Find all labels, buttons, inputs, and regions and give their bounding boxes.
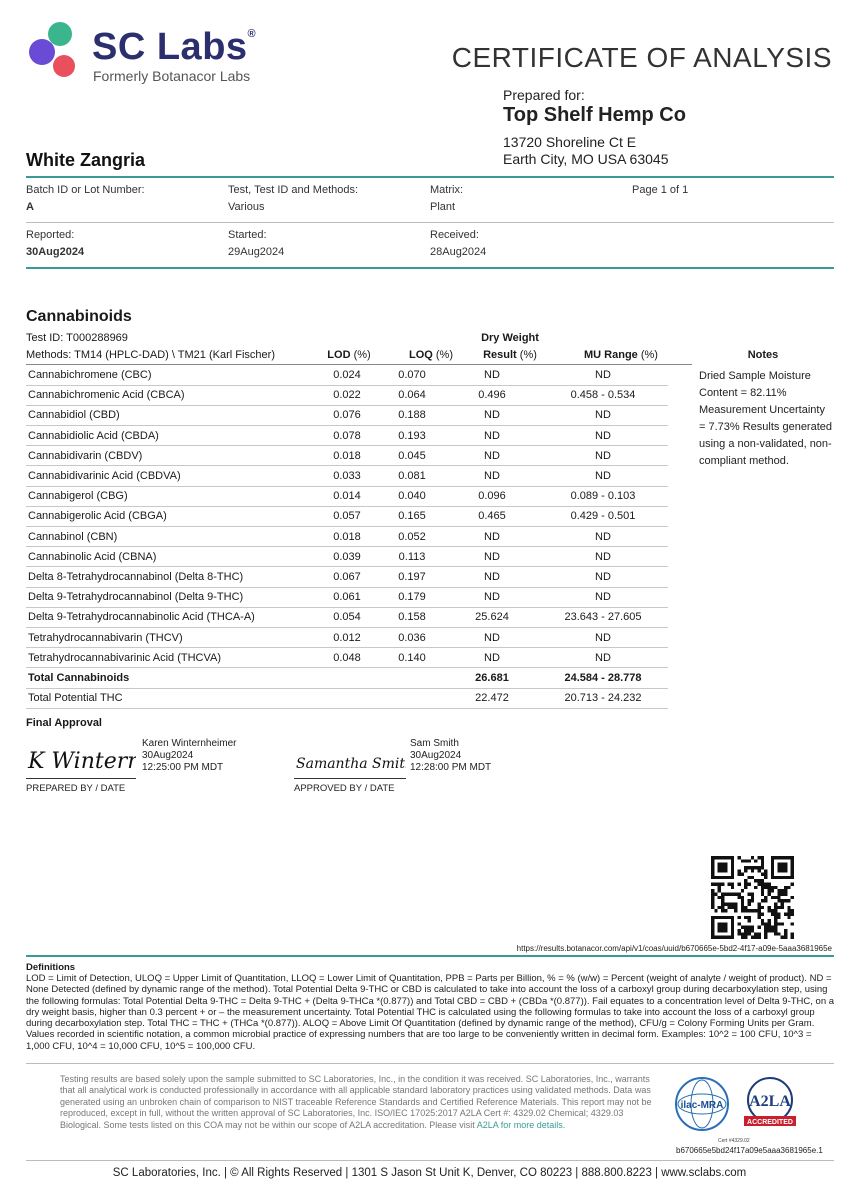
result-value: ND: [446, 587, 538, 607]
analyte-name: Cannabigerolic Acid (CBGA): [26, 506, 316, 526]
received-label: Received:: [430, 229, 479, 241]
notes-text: Dried Sample Moisture Content = 82.11% Measurement Uncertainty = 7.73% Results generated using a non-validated, non-compliant method.: [699, 370, 833, 467]
approved-signature-image: [294, 744, 406, 778]
test-methods: Methods: TM14 (HPLC-DAD) \ TM21 (Karl Fischer): [26, 349, 275, 361]
a2la-badge-icon: [744, 1078, 796, 1126]
analyte-name: Delta 8-Tetrahydrocannabinol (Delta 8-THC): [26, 567, 316, 587]
analyte-name: Cannabidiolic Acid (CBDA): [26, 426, 316, 446]
approved-time: 12:28:00 PM MDT: [410, 762, 492, 773]
mu-range-value: ND: [538, 446, 668, 466]
analyte-name: Cannabigerol (CBG): [26, 486, 316, 506]
prepared-signature-image: [26, 738, 136, 778]
meta-divider: [26, 222, 834, 223]
lod-value: 0.018: [316, 527, 378, 547]
result-value: ND: [446, 365, 538, 385]
analyte-name: Cannabidivarin (CBDV): [26, 446, 316, 466]
loq-value: 0.036: [378, 627, 446, 647]
ilac-label: ilac-MRA: [680, 1100, 724, 1111]
batch-label: Batch ID or Lot Number:: [26, 184, 145, 196]
result-value: ND: [446, 446, 538, 466]
reported-value: 30Aug2024: [26, 246, 85, 258]
final-approval-title: Final Approval: [26, 717, 102, 729]
a2la-label: A2LA: [749, 1093, 791, 1110]
prepared-by-details: [142, 738, 236, 774]
lod-value: 0.078: [316, 426, 378, 446]
mu-range-value: 0.089 - 0.103: [538, 486, 668, 506]
loq-value: 0.179: [378, 587, 446, 607]
result-header: Result (%): [483, 349, 537, 361]
footer-divider: [26, 1160, 834, 1161]
result-value: ND: [446, 627, 538, 647]
result-value: 0.465: [446, 506, 538, 526]
accredited-label: ACCREDITED: [747, 1119, 793, 1126]
result-value: 22.472: [446, 688, 538, 708]
lod-value: 0.054: [316, 607, 378, 627]
loq-value: 0.064: [378, 385, 446, 405]
qr-code-icon[interactable]: [711, 856, 794, 939]
meta-bottom-divider: [26, 267, 834, 269]
loq-value: 0.165: [378, 506, 446, 526]
result-value: 26.681: [446, 668, 538, 688]
mu-range-value: ND: [538, 466, 668, 486]
mu-range-value: ND: [538, 627, 668, 647]
client-address-line1: 13720 Shoreline Ct E: [503, 134, 637, 150]
definitions-title: Definitions: [26, 962, 76, 973]
ilac-mra-badge-icon: [676, 1078, 728, 1130]
mu-range-value: 24.584 - 28.778: [538, 668, 668, 688]
sc-labs-logo-icon: [26, 20, 82, 80]
batch-value: A: [26, 201, 34, 213]
started-label: Started:: [228, 229, 267, 241]
prepared-name: Karen Winternheimer: [142, 738, 237, 749]
loq-value: 0.045: [378, 446, 446, 466]
lod-value: 0.024: [316, 365, 378, 385]
approved-name: Sam Smith: [410, 738, 459, 749]
mu-range-value: 0.458 - 0.534: [538, 385, 668, 405]
footer: SC Laboratories, Inc. | © All Rights Reserved | 1301 S Jason St Unit K, Denver, CO 80223 | 888.800.8223 | www.sclabs.com: [112, 1167, 747, 1179]
lod-header: LOD (%): [327, 349, 371, 361]
mu-range-value: ND: [538, 405, 668, 425]
prepared-role: PREPARED BY / DATE: [26, 783, 126, 794]
mu-range-value: 0.429 - 0.501: [538, 506, 668, 526]
mu-range-value: ND: [538, 648, 668, 668]
lod-value: 0.061: [316, 587, 378, 607]
brand-name: SC Labs®: [92, 26, 257, 68]
verification-url[interactable]: https://results.botanacor.com/api/v1/coas/uuid/b670665e-5bd2-4f17-a09e-5aaa3681965e: [516, 944, 832, 953]
lod-value: 0.012: [316, 627, 378, 647]
result-value: ND: [446, 527, 538, 547]
loq-value: 0.113: [378, 547, 446, 567]
result-value: ND: [446, 405, 538, 425]
mu-range-value: ND: [538, 567, 668, 587]
result-value: 25.624: [446, 607, 538, 627]
analyte-name: Total Potential THC: [26, 688, 316, 708]
loq-value: 0.197: [378, 567, 446, 587]
lod-value: 0.057: [316, 506, 378, 526]
loq-value: 0.188: [378, 405, 446, 425]
lod-value: [316, 688, 378, 708]
approved-signature-line: [294, 778, 406, 779]
analyte-name: Total Cannabinoids: [26, 668, 316, 688]
result-value: ND: [446, 426, 538, 446]
cert-number: Cert #4329.02: [718, 1138, 750, 1144]
test-methods-value: Various: [228, 201, 265, 213]
analyte-name: Tetrahydrocannabivarinic Acid (THCVA): [26, 648, 316, 668]
disclaimer-text: Testing results are based solely upon the sample submitted to SC Laboratories, Inc., in the condition it was received. SC Laboratories, Inc., warrants that all analytical work is conducted professionally in accordance with all applicable standard laboratory practices using validated methods. Data was generated using an unbroken chain of comparison to NIST traceable Reference Standards and Certified Reference Materials. This report may not be reproduced, except in full, without the written approval of SC Laboratories, Inc. ISO/IEC 17025:2017 A2LA Cert #: 4329.02 Chemical; 4329.03 Biological. Some tests listed on this COA may not be within our scope of A2LA accreditation. Please visit: [60, 1074, 652, 1130]
prepared-date: 30Aug2024: [142, 750, 194, 761]
client-name: Top Shelf Hemp Co: [503, 104, 686, 126]
analyte-name: Tetrahydrocannabivarin (THCV): [26, 627, 316, 647]
page-indicator: Page 1 of 1: [632, 184, 689, 196]
analyte-name: Cannabidiol (CBD): [26, 405, 316, 425]
definitions-text: LOD = Limit of Detection, ULOQ = Upper Limit of Quantitation, LLOQ = Lower Limit of Quantitation, PPB = Parts per Billion, % = % (w/w) = Percent (weight of analyte / weight of product). ND = None Detected (defined by dynamic range of the method). Total Potential Delta 9-THC or CBD is calculated to take into account the loss of a carboxyl group during decarboxylation step, using the following formulas: Total Potential Delta 9-THC = Delta 9-THC + (Delta 9-THCa *(0.877)) and Total CBD = CBD + (CBDa *(0.877)). Fail equates to a concentration level of Delta 9-THC, on a dry weight basis, higher than 0.3 percent + or – the measurement uncertainty. Total Potential THC is calculated using the following formulas to take into account the loss of a carboxyl group during decarboxylation step. Total THC = THC + (THCa *(0.877)). ALOQ = Above Limit Of Quantitation (defined by dynamic range of the method), CFU/g = Colony Forming Units per Gram. Values recorded in scientific notation, a common microbial practice of expressing numbers that are too large to be conveniently written in decimal form. Examples: 10^2 = 100 CFU, 10^3 = 1,000 CFU, 10^4 = 10,000 CFU, 10^5 = 100,000 CFU.: [26, 973, 835, 1052]
dry-weight-header: Dry Weight: [481, 332, 539, 344]
loq-header: LOQ (%): [408, 349, 453, 361]
mu-range-value: ND: [538, 527, 668, 547]
analyte-name: Delta 9-Tetrahydrocannabinolic Acid (THCA-A): [26, 607, 316, 627]
reported-label: Reported:: [26, 229, 75, 241]
test-id: Test ID: T000288969: [26, 332, 128, 344]
lod-value: 0.076: [316, 405, 378, 425]
result-value: ND: [446, 648, 538, 668]
document-title: CERTIFICATE OF ANALYSIS: [451, 42, 832, 73]
lod-value: 0.039: [316, 547, 378, 567]
lod-value: 0.067: [316, 567, 378, 587]
loq-value: 0.040: [378, 486, 446, 506]
loq-value: 0.081: [378, 466, 446, 486]
loq-value: [378, 668, 446, 688]
mu-range-value: ND: [538, 426, 668, 446]
loq-value: 0.140: [378, 648, 446, 668]
loq-value: [378, 688, 446, 708]
cert-hash: b670665e5bd24f17a09e5aaa3681965e.1: [676, 1146, 823, 1155]
approved-by-details: [410, 738, 491, 774]
loq-value: 0.070: [378, 365, 446, 385]
analyte-name: Cannabidivarinic Acid (CBDVA): [26, 466, 316, 486]
lod-value: 0.018: [316, 446, 378, 466]
mu-range-value: 23.643 - 27.605: [538, 607, 668, 627]
analyte-name: Cannabinol (CBN): [26, 527, 316, 547]
result-value: ND: [446, 567, 538, 587]
loq-value: 0.158: [378, 607, 446, 627]
mu-range-value: ND: [538, 365, 668, 385]
analyte-name: Cannabichromene (CBC): [26, 365, 316, 385]
a2la-link[interactable]: A2LA for more details.: [476, 1119, 566, 1130]
header-divider: [26, 176, 834, 178]
result-value: 0.096: [446, 486, 538, 506]
approved-signature-text: Samantha Smith: [296, 756, 406, 772]
analyte-name: Cannabinolic Acid (CBNA): [26, 547, 316, 567]
prepared-for-label: Prepared for:: [503, 87, 585, 103]
lod-value: 0.014: [316, 486, 378, 506]
sample-name: White Zangria: [26, 150, 146, 170]
started-value: 29Aug2024: [228, 246, 285, 258]
result-value: ND: [446, 547, 538, 567]
lod-value: 0.033: [316, 466, 378, 486]
prepared-time: 12:25:00 PM MDT: [142, 762, 224, 773]
analyte-name: Cannabichromenic Acid (CBCA): [26, 385, 316, 405]
matrix-value: Plant: [430, 201, 456, 213]
test-methods-label: Test, Test ID and Methods:: [228, 184, 359, 196]
cannabinoids-title: Cannabinoids: [26, 308, 132, 325]
prepared-signature-line: [26, 778, 136, 779]
definitions-divider: [26, 955, 834, 957]
lod-value: 0.048: [316, 648, 378, 668]
loq-value: 0.193: [378, 426, 446, 446]
lod-value: 0.022: [316, 385, 378, 405]
approved-role: APPROVED BY / DATE: [294, 783, 395, 794]
analyte-name: Delta 9-Tetrahydrocannabinol (Delta 9-THC): [26, 587, 316, 607]
accreditation-badges: [674, 1074, 804, 1134]
matrix-label: Matrix:: [430, 184, 463, 196]
loq-value: 0.052: [378, 527, 446, 547]
client-address-line2: Earth City, MO USA 63045: [503, 151, 669, 167]
prepared-signature-text: K Winter: [28, 749, 128, 774]
disclaimer-divider: [26, 1063, 834, 1064]
brand-subtitle: Formerly Botanacor Labs: [93, 68, 251, 84]
mu-range-value: 20.713 - 24.232: [538, 688, 668, 708]
notes-header: Notes: [747, 349, 779, 361]
mu-range-value: ND: [538, 587, 668, 607]
mu-range-value: ND: [538, 547, 668, 567]
received-value: 28Aug2024: [430, 246, 487, 258]
result-value: ND: [446, 466, 538, 486]
result-value: 0.496: [446, 385, 538, 405]
approved-date: 30Aug2024: [410, 750, 462, 761]
lod-value: [316, 668, 378, 688]
disclaimer: [60, 1074, 656, 1131]
mu-range-header: MU Range (%): [584, 349, 658, 361]
